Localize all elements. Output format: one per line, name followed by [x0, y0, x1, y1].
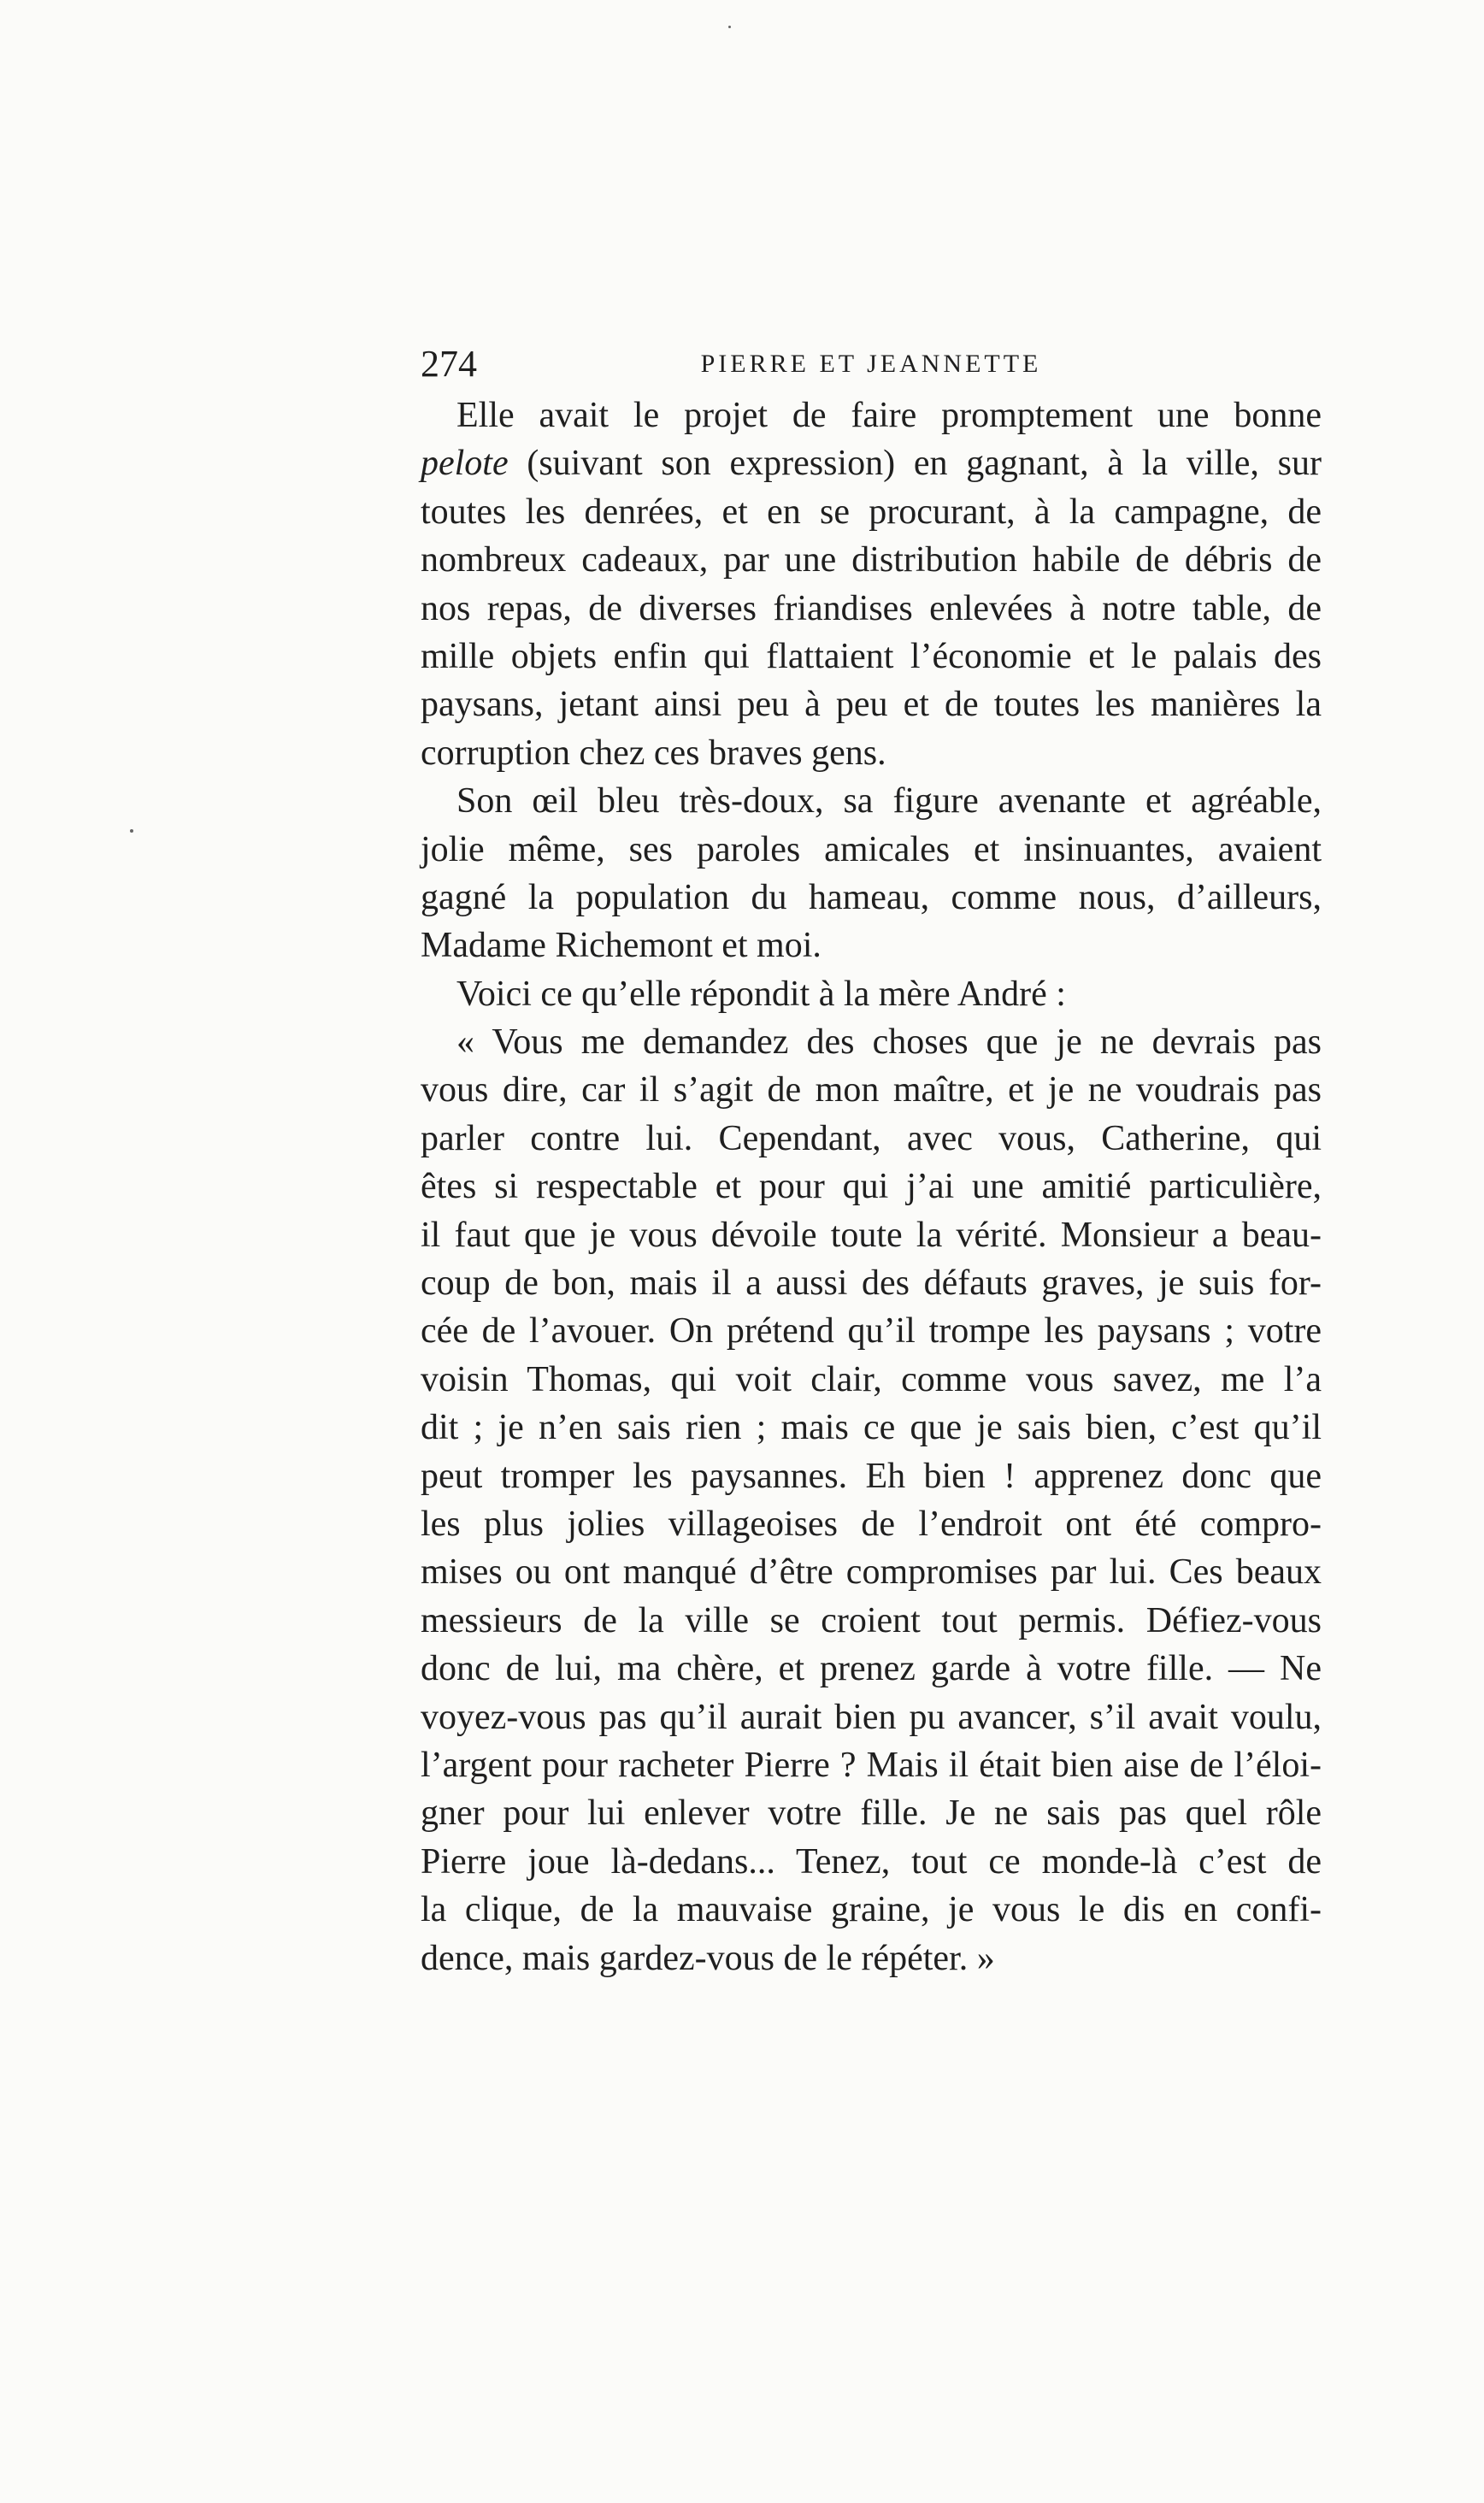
text-line: toutes les denrées, et en se procurant, à la campagne, de — [421, 492, 1322, 532]
text-line: nombreux cadeaux, par une distribution habile de débris de — [421, 540, 1322, 580]
text-line: dit ; je n’en sais rien ; mais ce que je sais bien, c’est qu’il — [421, 1408, 1322, 1448]
text-line: gner pour lui enlever votre fille. Je ne sais pas quel rôle — [421, 1793, 1322, 1834]
text-line: gagné la population du hameau, comme nous, d’ailleurs, — [421, 877, 1322, 917]
text-line: dence, mais gardez-vous de le répéter. » — [421, 1938, 995, 1978]
text-line: il faut que je vous dévoile toute la vérité. Monsieur a beau- — [421, 1215, 1322, 1255]
text-line — [421, 439, 1322, 487]
text-line: corruption chez ces braves gens. — [421, 733, 886, 773]
text-line-rest: (suivant son expression) en gagnant, à la ville, sur — [508, 444, 1322, 484]
text-line: messieurs de la ville se croient tout permis. Défiez-vous — [421, 1600, 1322, 1640]
text-line: « Vous me demandez des choses que je ne devrais pas — [456, 1022, 1322, 1063]
text-line: peut tromper les paysannes. Eh bien ! apprenez donc que — [421, 1456, 1322, 1496]
page-body — [421, 392, 1322, 1982]
italic-word: pelote — [421, 444, 509, 484]
running-head: PIERRE ET JEANNETTE — [700, 350, 1042, 378]
page-number: 274 — [421, 343, 477, 385]
text-line: vous dire, car il s’agit de mon maître, et je ne voudrais pas — [421, 1070, 1322, 1110]
text-line: Son œil bleu très-doux, sa figure avenante et agréable, — [456, 781, 1322, 822]
text-line: êtes si respectable et pour qui j’ai une amitié particulière, — [421, 1167, 1322, 1207]
text-line: cée de l’avouer. On prétend qu’il trompe les paysans ; votre — [421, 1311, 1322, 1352]
page-header — [421, 339, 1322, 390]
text-line: la clique, de la mauvaise graine, je vous le dis en confi- — [421, 1890, 1322, 1930]
text-line: Voici ce qu’elle répondit à la mère André : — [456, 974, 1066, 1014]
text-line: voisin Thomas, qui voit clair, comme vous savez, me l’a — [421, 1359, 1322, 1399]
scan-speck — [728, 26, 731, 28]
text-line: donc de lui, ma chère, et prenez garde à votre fille. — Ne — [421, 1649, 1322, 1689]
text-line: coup de bon, mais il a aussi des défauts graves, je suis for- — [421, 1263, 1322, 1304]
text-line: l’argent pour racheter Pierre ? Mais il était bien aise de l’éloi- — [421, 1745, 1322, 1785]
scan-speck — [130, 829, 133, 833]
text-line: Madame Richemont et moi. — [421, 926, 822, 966]
text-line: jolie même, ses paroles amicales et insinuantes, avaient — [421, 829, 1322, 869]
text-line: parler contre lui. Cependant, avec vous, Catherine, qui — [421, 1118, 1322, 1158]
text-line: mises ou ont manqué d’être compromises par lui. Ces beaux — [421, 1552, 1322, 1593]
text-line: Pierre joue là-dedans... Tenez, tout ce monde-là c’est de — [421, 1841, 1322, 1882]
text-line: voyez-vous pas qu’il aurait bien pu avancer, s’il avait voulu, — [421, 1697, 1322, 1737]
text-line: paysans, jetant ainsi peu à peu et de toutes les manières la — [421, 685, 1322, 725]
text-line: les plus jolies villageoises de l’endroit ont été compro- — [421, 1504, 1322, 1544]
text-line: mille objets enfin qui flattaient l’économie et le palais des — [421, 636, 1322, 676]
text-line: Elle avait le projet de faire promptement une bonne — [456, 396, 1322, 435]
text-line: nos repas, de diverses friandises enlevées à notre table, de — [421, 588, 1322, 628]
